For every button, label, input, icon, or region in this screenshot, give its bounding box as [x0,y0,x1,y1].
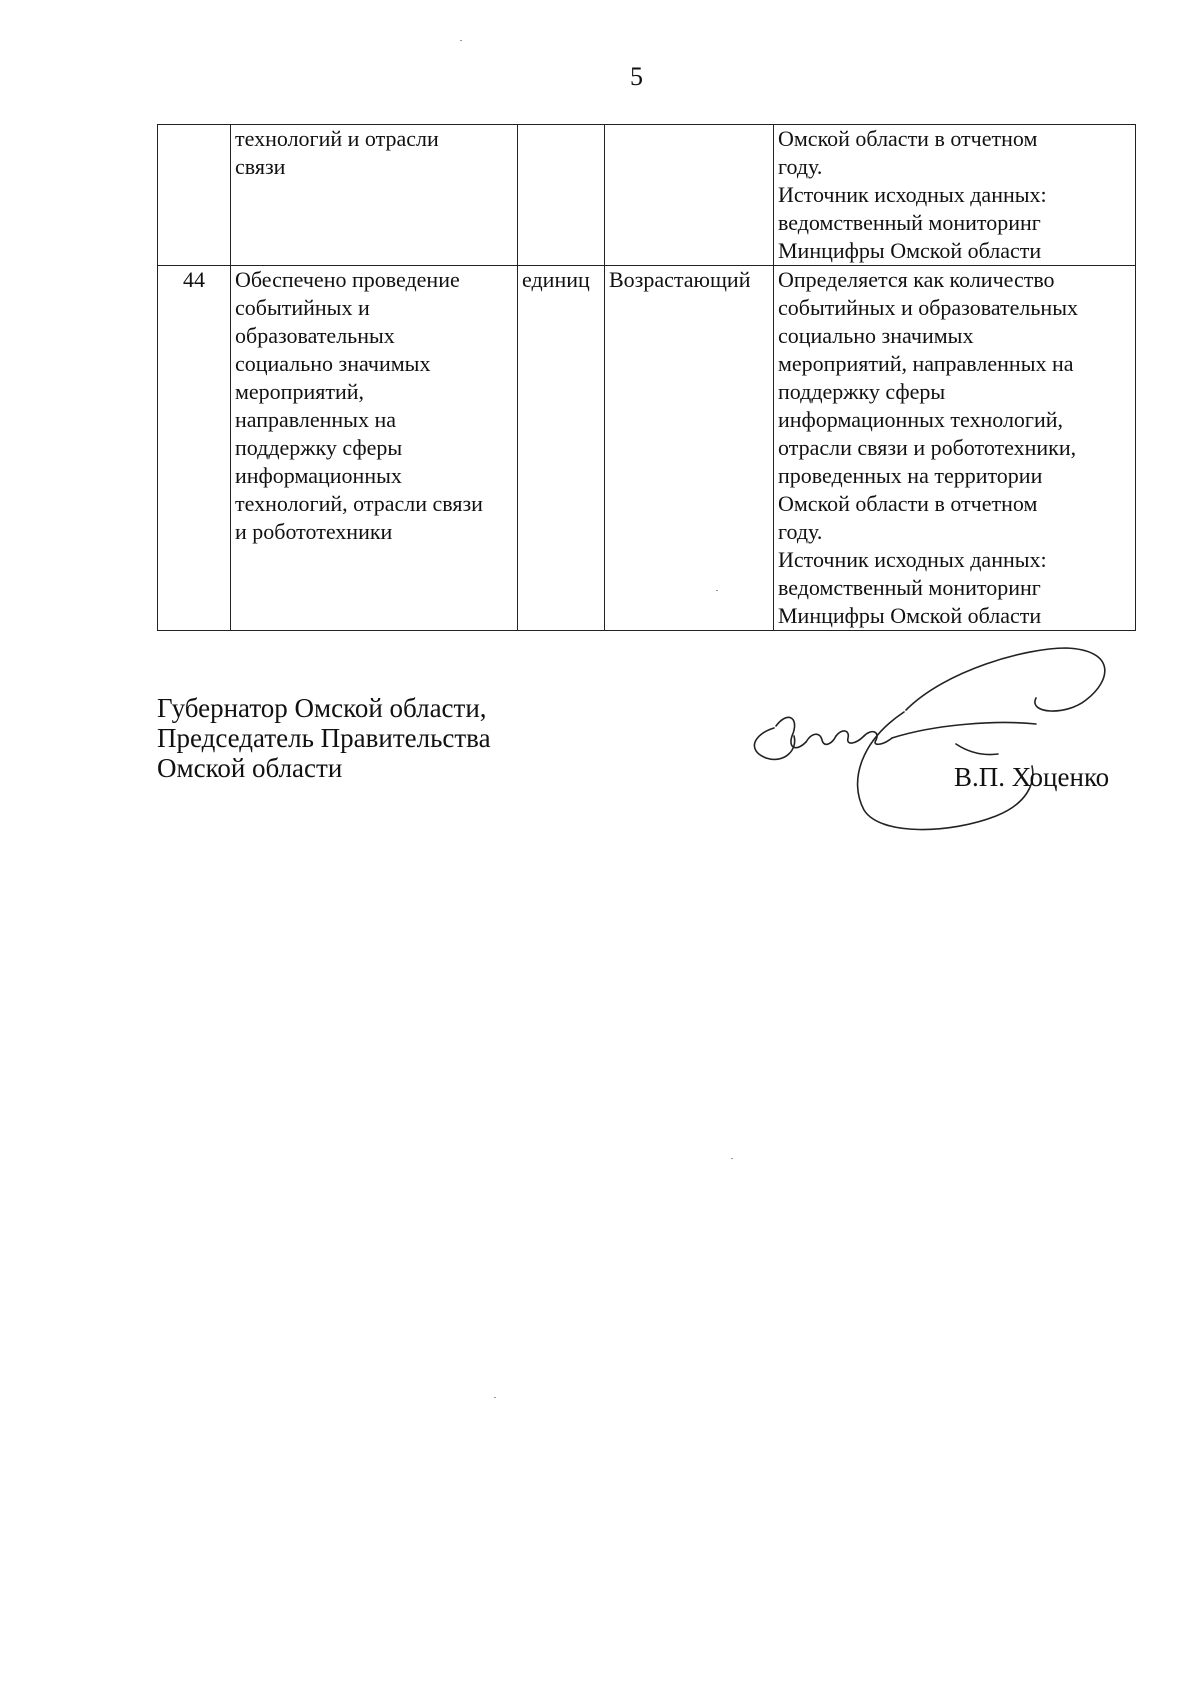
scan-speck [731,1158,733,1159]
scan-speck [716,590,718,591]
trend-cell [605,125,774,266]
scan-speck [494,1397,496,1398]
trend-cell: Возрастающий [605,266,774,631]
indicators-table [157,124,1136,631]
signatory-name: В.П. Хоценко [954,762,1110,792]
method-cell: Омской области в отчетном году. Источник исходных данных: ведомственный мониторинг Минцифры Омской области [774,125,1136,266]
unit-cell: единиц [518,266,605,631]
scan-speck [460,40,462,41]
page-number: 5 [630,62,643,91]
table-row [158,266,1136,631]
row-number-cell [158,125,231,266]
signatory-title: Губернатор Омской области, Председатель Правительства Омской области [157,693,491,783]
handwritten-signature [736,640,1136,840]
method-cell: Определяется как количество событийных и образовательных социально значимых мероприятий, направленных на поддержку сферы информационных технологий, отрасли связи и робототехники, проведенных на территории Омской области в отчетном году. Источник исходных данных: ведомственный мониторинг Минцифры Омской области [774,266,1136,631]
row-number-cell: 44 [158,266,231,631]
unit-cell [518,125,605,266]
indicator-name-cell: Обеспечено проведение событийных и образовательных социально значимых мероприятий, направленных на поддержку сферы информационных технологий, отрасли связи и робототехники [231,266,518,631]
table-row [158,125,1136,266]
indicator-name-cell: технологий и отрасли связи [231,125,518,266]
